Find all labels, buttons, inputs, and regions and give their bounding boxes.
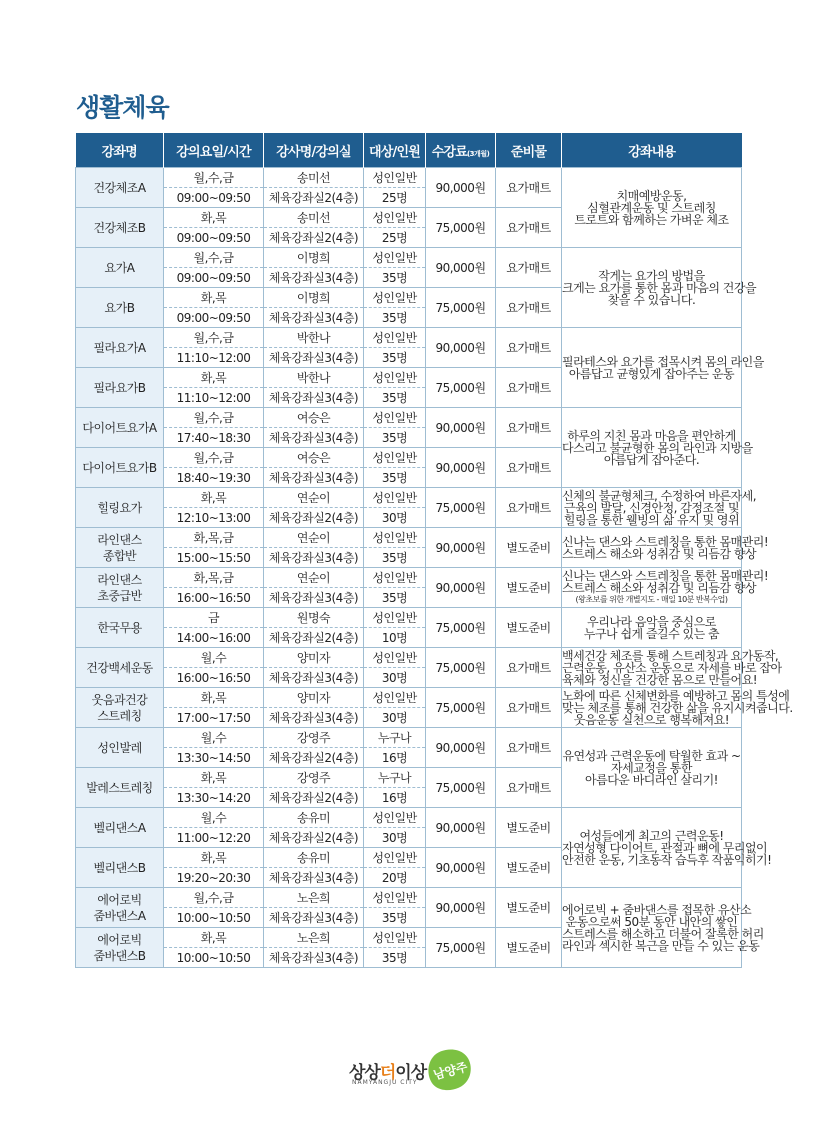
description-line: 다스리고 불균형한 몸의 라인과 지방을 xyxy=(562,440,753,455)
description-line: 필라테스와 요가를 접목시켜 몸의 라인을 xyxy=(562,354,764,369)
course-name: 힐링요가 xyxy=(97,500,142,515)
description-line: 근력운동, 유산소 운동으로 자세를 바로 잡아 xyxy=(562,660,782,675)
course-name-cell xyxy=(76,608,164,648)
classroom: 체육강좌실3(4층) xyxy=(264,548,364,568)
target-group: 성인일반 xyxy=(364,488,426,508)
description-line: 근육의 발달, 신경안정, 감정조절 및 xyxy=(563,500,740,515)
classroom: 체육강좌실2(4층) xyxy=(264,228,364,248)
instructor-name: 노은희 xyxy=(264,928,364,948)
course-name-cell xyxy=(76,208,164,248)
course-supplies: 요가매트 xyxy=(496,168,562,208)
target-group: 성인일반 xyxy=(364,648,426,668)
description-line: 트로트와 함께하는 가벼운 체조 xyxy=(574,212,729,227)
table-row xyxy=(76,568,742,588)
course-name-cell xyxy=(76,568,164,608)
description-line: 아름답고 균형있게 잡아주는 운동 xyxy=(568,366,735,381)
description-line: 자세교정을 통한 xyxy=(611,760,692,775)
target-group: 성인일반 xyxy=(364,448,426,468)
course-description xyxy=(562,648,782,688)
course-fee: 75,000원 xyxy=(426,648,496,688)
class-capacity: 35명 xyxy=(364,388,426,408)
class-capacity: 35명 xyxy=(364,908,426,928)
description-line: 치매예방운동, xyxy=(616,188,687,203)
class-days: 월,수,금 xyxy=(164,168,264,188)
course-name: 에어로빅 xyxy=(97,932,142,947)
classroom: 체육강좌실3(4층) xyxy=(264,668,364,688)
course-fee: 90,000원 xyxy=(426,168,496,208)
description-line: 아름다운 바디라인 살리기! xyxy=(585,772,718,787)
course-supplies: 요가매트 xyxy=(496,688,562,728)
course-supplies: 별도준비 xyxy=(496,608,562,648)
instructor-name: 원명숙 xyxy=(264,608,364,628)
course-name-cell xyxy=(76,648,164,688)
instructor-name: 연순이 xyxy=(264,488,364,508)
class-capacity: 10명 xyxy=(364,628,426,648)
course-description xyxy=(562,488,757,528)
table-row xyxy=(76,808,742,828)
course-supplies: 별도준비 xyxy=(496,848,562,888)
target-group: 성인일반 xyxy=(364,168,426,188)
description-line: 스트레스 해소와 성취감 및 리듬감 향상 xyxy=(562,580,757,595)
course-supplies: 요가매트 xyxy=(496,768,562,808)
instructor-name: 송미선 xyxy=(264,168,364,188)
target-group: 성인일반 xyxy=(364,568,426,588)
class-capacity: 35명 xyxy=(364,348,426,368)
course-supplies: 요가매트 xyxy=(496,208,562,248)
class-capacity: 35명 xyxy=(364,588,426,608)
target-group: 누구나 xyxy=(364,768,426,788)
class-time: 13:30~14:50 xyxy=(164,748,264,768)
header-fee: 수강료(3개월) xyxy=(426,133,496,168)
course-name-cell xyxy=(76,808,164,848)
class-capacity: 16명 xyxy=(364,748,426,768)
class-days: 월,수 xyxy=(164,728,264,748)
class-capacity: 35명 xyxy=(364,548,426,568)
description-line: 하루의 지친 몸과 마음을 편안하게 xyxy=(567,428,736,443)
instructor-name: 송미선 xyxy=(264,208,364,228)
target-group: 성인일반 xyxy=(364,288,426,308)
target-group: 성인일반 xyxy=(364,688,426,708)
course-name-cell xyxy=(76,328,164,368)
description-line: 신나는 댄스와 스트레칭을 통한 몸매관리! xyxy=(562,568,769,583)
classroom: 체육강좌실2(4층) xyxy=(264,188,364,208)
course-name-cell xyxy=(76,528,164,568)
classroom: 체육강좌실2(4층) xyxy=(264,788,364,808)
description-line: 노화에 따른 신체변화를 예방하고 몸의 특성에 xyxy=(562,688,790,703)
course-name: 벨리댄스A xyxy=(93,820,146,835)
course-supplies: 요가매트 xyxy=(496,728,562,768)
course-supplies: 요가매트 xyxy=(496,648,562,688)
class-days: 화,목 xyxy=(164,928,264,948)
instructor-name: 이명희 xyxy=(264,288,364,308)
course-supplies: 요가매트 xyxy=(496,288,562,328)
instructor-name: 송유미 xyxy=(264,808,364,828)
course-fee: 90,000원 xyxy=(426,568,496,608)
course-description xyxy=(562,728,742,808)
class-days: 월,수 xyxy=(164,808,264,828)
instructor-name: 송유미 xyxy=(264,848,364,868)
course-fee: 90,000원 xyxy=(426,248,496,288)
description-line: 신나는 댄스와 스트레칭을 통한 몸매관리! xyxy=(562,534,769,549)
table-header-row xyxy=(76,133,742,168)
header-course-name: 강좌명 xyxy=(76,133,164,168)
classroom: 체육강좌실3(4층) xyxy=(264,388,364,408)
header-schedule: 강의요일/시간 xyxy=(164,133,264,168)
course-name: 필라요가B xyxy=(93,380,146,395)
table-row xyxy=(76,608,742,628)
instructor-name: 양미자 xyxy=(264,688,364,708)
target-group: 성인일반 xyxy=(364,888,426,908)
instructor-name: 양미자 xyxy=(264,648,364,668)
description-line: 에어로빅 + 줌바댄스를 접목한 유산소 xyxy=(562,902,752,917)
course-name-cell xyxy=(76,768,164,808)
course-fee: 75,000원 xyxy=(426,368,496,408)
course-name-cell xyxy=(76,488,164,528)
instructor-name: 이명희 xyxy=(264,248,364,268)
class-time: 17:00~17:50 xyxy=(164,708,264,728)
description-line: 힐링을 통한 웰빙의 삶 유지 및 영위 xyxy=(563,512,740,527)
course-fee: 90,000원 xyxy=(426,448,496,488)
course-supplies: 별도준비 xyxy=(496,928,562,968)
class-time: 11:10~12:00 xyxy=(164,388,264,408)
course-fee: 90,000원 xyxy=(426,328,496,368)
table-row xyxy=(76,688,742,708)
class-days: 월,수,금 xyxy=(164,248,264,268)
course-name: 발레스트레칭 xyxy=(86,780,153,795)
class-days: 월,수,금 xyxy=(164,328,264,348)
table-row xyxy=(76,728,742,748)
classroom: 체육강좌실2(4층) xyxy=(264,508,364,528)
class-time: 15:00~15:50 xyxy=(164,548,264,568)
course-fee: 90,000원 xyxy=(426,848,496,888)
course-fee: 90,000원 xyxy=(426,808,496,848)
course-description xyxy=(562,808,772,888)
class-days: 화,목 xyxy=(164,208,264,228)
course-fee: 90,000원 xyxy=(426,728,496,768)
course-name: 라인댄스 xyxy=(97,572,142,587)
class-days: 화,목 xyxy=(164,768,264,788)
city-name-caption: NAMYANGJU CITY xyxy=(352,1079,418,1086)
classroom: 체육강좌실3(4층) xyxy=(264,708,364,728)
target-group: 성인일반 xyxy=(364,208,426,228)
instructor-name: 강영주 xyxy=(264,728,364,748)
course-fee: 90,000원 xyxy=(426,888,496,928)
course-description xyxy=(562,568,769,608)
city-emblem-text: 남양주 xyxy=(431,1059,470,1083)
description-line: 누구나 쉽게 즐길수 있는 춤 xyxy=(583,626,720,641)
class-days: 화,목,금 xyxy=(164,528,264,548)
classroom: 체육강좌실3(4층) xyxy=(264,268,364,288)
class-capacity: 35명 xyxy=(364,268,426,288)
table-row xyxy=(76,328,742,348)
target-group: 성인일반 xyxy=(364,848,426,868)
course-name: 줌바댄스A xyxy=(93,908,146,923)
target-group: 성인일반 xyxy=(364,408,426,428)
target-group: 성인일반 xyxy=(364,528,426,548)
class-time: 18:40~19:30 xyxy=(164,468,264,488)
course-name: 초중급반 xyxy=(97,588,142,603)
class-time: 09:00~09:50 xyxy=(164,188,264,208)
table-row xyxy=(76,648,742,668)
course-name-cell xyxy=(76,248,164,288)
course-name: 다이어트요가A xyxy=(82,420,157,435)
class-time: 14:00~16:00 xyxy=(164,628,264,648)
classroom: 체육강좌실3(4층) xyxy=(264,588,364,608)
class-days: 화,목 xyxy=(164,368,264,388)
course-fee: 75,000원 xyxy=(426,768,496,808)
instructor-name: 연순이 xyxy=(264,568,364,588)
course-name: 한국무용 xyxy=(97,620,142,635)
course-supplies: 별도준비 xyxy=(496,808,562,848)
classroom: 체육강좌실3(4층) xyxy=(264,868,364,888)
class-days: 월,수,금 xyxy=(164,448,264,468)
class-time: 16:00~16:50 xyxy=(164,588,264,608)
description-line: 육체와 정신을 건강한 몸으로 만들어요! xyxy=(562,672,758,687)
table-row xyxy=(76,488,742,508)
class-time: 10:00~10:50 xyxy=(164,908,264,928)
course-supplies: 요가매트 xyxy=(496,248,562,288)
course-name: 건강체조B xyxy=(93,220,146,235)
header-target-capacity: 대상/인원 xyxy=(364,133,426,168)
course-name-cell xyxy=(76,688,164,728)
class-capacity: 25명 xyxy=(364,188,426,208)
course-name-cell xyxy=(76,888,164,928)
class-capacity: 20명 xyxy=(364,868,426,888)
course-description xyxy=(562,608,742,648)
course-name: 종합반 xyxy=(102,548,137,563)
description-line: 우리나라 음악을 중심으로 xyxy=(587,614,716,629)
description-line: 맞는 체조를 통해 건강한 삶을 유지시켜줍니다. xyxy=(562,700,793,715)
course-description xyxy=(562,168,742,248)
header-instructor-room: 강사명/강의실 xyxy=(264,133,364,168)
class-time: 11:00~12:20 xyxy=(164,828,264,848)
class-days: 월,수 xyxy=(164,648,264,668)
course-fee: 90,000원 xyxy=(426,528,496,568)
description-line: 라인과 섹시한 복근을 만들 수 있는 운동 xyxy=(562,938,760,953)
description-line: 백세건강 체조를 통해 스트레칭과 요가동작, xyxy=(562,648,779,663)
classroom: 체육강좌실3(4층) xyxy=(264,468,364,488)
course-name: 필라요가A xyxy=(93,340,146,355)
class-time: 19:20~20:30 xyxy=(164,868,264,888)
course-fee: 75,000원 xyxy=(426,488,496,528)
classroom: 체육강좌실2(4층) xyxy=(264,828,364,848)
class-capacity: 35명 xyxy=(364,428,426,448)
course-description xyxy=(562,248,757,328)
description-line: 작게는 요가의 방법을 xyxy=(598,268,705,283)
description-line: 자연성형 다이어트, 관절과 뼈에 무리없이 xyxy=(562,840,768,855)
class-capacity: 30명 xyxy=(364,708,426,728)
description-line: 웃음운동 실천으로 행복해져요! xyxy=(573,712,730,727)
class-days: 화,목,금 xyxy=(164,568,264,588)
course-fee: 75,000원 xyxy=(426,608,496,648)
table-row xyxy=(76,528,742,548)
course-table xyxy=(75,133,793,968)
class-days: 월,수,금 xyxy=(164,888,264,908)
description-line: 여성들에게 최고의 근력운동! xyxy=(579,828,724,843)
description-note: (왕초보를 위한 개별지도 - 매일 10분 반복수업) xyxy=(575,594,728,604)
course-name-cell xyxy=(76,928,164,968)
target-group: 성인일반 xyxy=(364,608,426,628)
instructor-name: 강영주 xyxy=(264,768,364,788)
course-name-cell xyxy=(76,728,164,768)
course-supplies: 별도준비 xyxy=(496,528,562,568)
classroom: 체육강좌실3(4층) xyxy=(264,348,364,368)
target-group: 성인일반 xyxy=(364,928,426,948)
classroom: 체육강좌실3(4층) xyxy=(264,428,364,448)
course-name: 라인댄스 xyxy=(97,532,142,547)
course-description xyxy=(562,888,764,968)
course-fee: 75,000원 xyxy=(426,288,496,328)
description-line: 아름답게 잡아준다. xyxy=(603,452,700,467)
classroom: 체육강좌실2(4층) xyxy=(264,628,364,648)
target-group: 성인일반 xyxy=(364,328,426,348)
course-fee: 75,000원 xyxy=(426,928,496,968)
course-description xyxy=(562,328,764,408)
city-slogan-logo: 상상더이상 xyxy=(349,1063,427,1083)
instructor-name: 노은희 xyxy=(264,888,364,908)
class-capacity: 35명 xyxy=(364,468,426,488)
classroom: 체육강좌실3(4층) xyxy=(264,308,364,328)
instructor-name: 여승은 xyxy=(264,408,364,428)
description-line: 운동으로써 50분 동안 내안의 쌓인 xyxy=(565,914,738,929)
course-fee: 75,000원 xyxy=(426,208,496,248)
header-description: 강좌내용 xyxy=(562,133,742,168)
page-title: 생활체육 xyxy=(76,93,169,122)
course-name: 에어로빅 xyxy=(97,892,142,907)
instructor-name: 박한나 xyxy=(264,328,364,348)
class-time: 10:00~10:50 xyxy=(164,948,264,968)
target-group: 성인일반 xyxy=(364,368,426,388)
course-name-cell xyxy=(76,288,164,328)
class-time: 16:00~16:50 xyxy=(164,668,264,688)
classroom: 체육강좌실2(4층) xyxy=(264,748,364,768)
table-row xyxy=(76,888,742,908)
course-supplies: 요가매트 xyxy=(496,328,562,368)
classroom: 체육강좌실3(4층) xyxy=(264,908,364,928)
class-time: 09:00~09:50 xyxy=(164,308,264,328)
class-time: 17:40~18:30 xyxy=(164,428,264,448)
class-time: 11:10~12:00 xyxy=(164,348,264,368)
course-supplies: 요가매트 xyxy=(496,408,562,448)
table-row xyxy=(76,248,742,268)
course-fee: 75,000원 xyxy=(426,688,496,728)
course-supplies: 요가매트 xyxy=(496,448,562,488)
course-name: 스트레칭 xyxy=(97,708,142,723)
table-row xyxy=(76,408,742,428)
course-supplies: 요가매트 xyxy=(496,488,562,528)
class-capacity: 30명 xyxy=(364,508,426,528)
class-capacity: 25명 xyxy=(364,228,426,248)
course-name: 건강체조A xyxy=(93,180,146,195)
course-name-cell xyxy=(76,168,164,208)
target-group: 성인일반 xyxy=(364,248,426,268)
description-line: 신체의 불균형체크, 수정하여 바른자세, xyxy=(562,488,757,503)
course-name: 다이어트요가B xyxy=(82,460,157,475)
instructor-name: 박한나 xyxy=(264,368,364,388)
instructor-name: 여승은 xyxy=(264,448,364,468)
class-days: 화,목 xyxy=(164,688,264,708)
course-name: 줌바댄스B xyxy=(93,948,146,963)
target-group: 누구나 xyxy=(364,728,426,748)
description-line: 심혈관계운동 및 스트레칭 xyxy=(587,200,716,215)
class-days: 금 xyxy=(164,608,264,628)
course-description xyxy=(562,688,793,728)
target-group: 성인일반 xyxy=(364,808,426,828)
class-time: 12:10~13:00 xyxy=(164,508,264,528)
course-name-cell xyxy=(76,368,164,408)
table-row xyxy=(76,168,742,188)
course-name: 요가A xyxy=(104,260,135,275)
description-line: 크게는 요가를 통한 몸과 마음의 건강을 xyxy=(562,280,757,295)
description-line: 안전한 운동, 기초동작 습득후 작품익히기! xyxy=(562,852,772,867)
class-capacity: 35명 xyxy=(364,308,426,328)
class-days: 화,목 xyxy=(164,848,264,868)
class-capacity: 30명 xyxy=(364,828,426,848)
course-name-cell xyxy=(76,408,164,448)
description-line: 유연성과 근력운동에 탁월한 효과 ~ xyxy=(562,748,741,763)
class-capacity: 35명 xyxy=(364,948,426,968)
course-name: 건강백세운동 xyxy=(86,660,153,675)
class-time: 09:00~09:50 xyxy=(164,268,264,288)
course-supplies: 별도준비 xyxy=(496,888,562,928)
description-line: 스트레스 해소와 성취감 및 리듬감 향상 xyxy=(562,546,757,561)
class-capacity: 16명 xyxy=(364,788,426,808)
class-capacity: 30명 xyxy=(364,668,426,688)
class-days: 화,목 xyxy=(164,488,264,508)
course-description xyxy=(562,528,769,568)
course-name: 웃음과건강 xyxy=(91,692,148,707)
course-name: 성인발레 xyxy=(97,740,142,755)
header-supplies: 준비물 xyxy=(496,133,562,168)
class-days: 화,목 xyxy=(164,288,264,308)
course-name: 요가B xyxy=(104,300,135,315)
description-line: 스트레스를 해소하고 더불어 잘록한 허리 xyxy=(562,926,764,941)
course-supplies: 별도준비 xyxy=(496,568,562,608)
class-days: 월,수,금 xyxy=(164,408,264,428)
course-supplies: 요가매트 xyxy=(496,368,562,408)
classroom: 체육강좌실3(4층) xyxy=(264,948,364,968)
course-name-cell xyxy=(76,448,164,488)
class-time: 13:30~14:20 xyxy=(164,788,264,808)
description-line: 찾을 수 있습니다. xyxy=(607,292,696,307)
instructor-name: 연순이 xyxy=(264,528,364,548)
class-time: 09:00~09:50 xyxy=(164,228,264,248)
course-name: 벨리댄스B xyxy=(93,860,146,875)
course-fee: 90,000원 xyxy=(426,408,496,448)
course-description xyxy=(562,408,753,488)
course-name-cell xyxy=(76,848,164,888)
